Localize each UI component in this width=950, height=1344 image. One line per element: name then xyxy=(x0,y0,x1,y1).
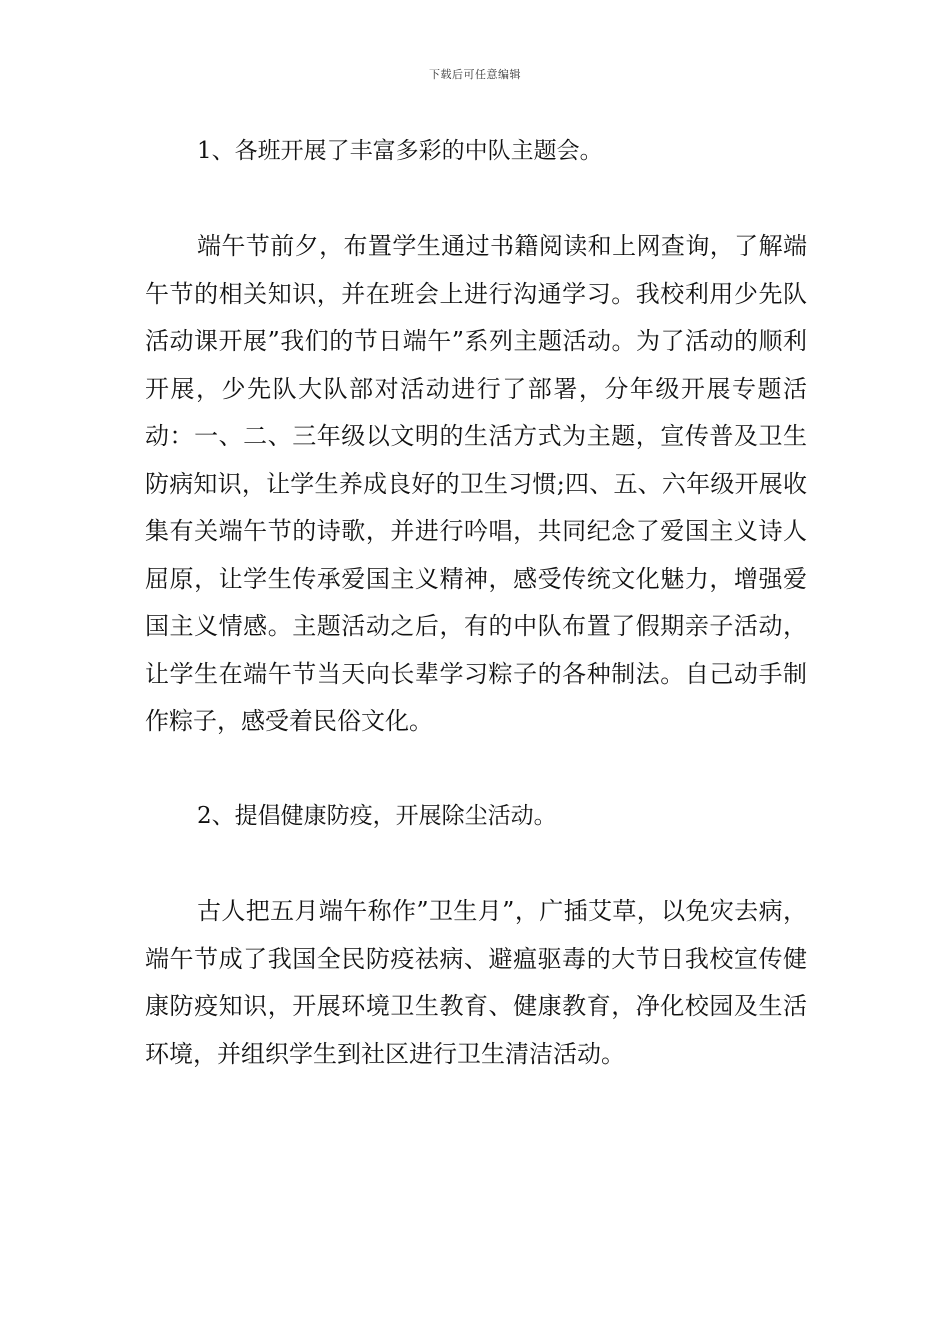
paragraph-spacer xyxy=(145,746,807,794)
paragraph-spacer xyxy=(145,841,807,889)
header-note: 下载后可任意编辑 xyxy=(429,68,521,81)
section-2-heading: 2、提倡健康防疫，开展除尘活动。 xyxy=(197,803,557,829)
section-2-paragraph: 古人把五月端午称作”卫生月”，广插艾草，以免灾去病，端午节成了我国全民防疫祛病、避瘟驱毒的大节日我校宣传健康防疫知识，开展环境卫生教育、健康教育，净化校园及生活环境，并组织学生到社区进行卫生清洁活动。 xyxy=(145,897,807,1068)
section-1-heading: 1、各班开展了丰富多彩的中队主题会。 xyxy=(197,138,603,164)
document-body xyxy=(145,128,807,1078)
section-1-paragraph: 端午节前夕，布置学生通过书籍阅读和上网查询，了解端午节的相关知识，并在班会上进行沟通学习。我校利用少先队活动课开展”我们的节日端午”系列主题活动。为了活动的顺利开展，少先队大队部对活动进行了部署，分年级开展专题活动：一、二、三年级以文明的生活方式为主题，宣传普及卫生防病知识，让学生养成良好的卫生习惯;四、五、六年级开展收集有关端午节的诗歌，并进行吟唱，共同纪念了爱国主义诗人屈原，让学生传承爱国主义精神，感受传统文化魅力，增强爱国主义情感。主题活动之后，有的中队布置了假期亲子活动，让学生在端午节当天向长辈学习粽子的各种制法。自己动手制作粽子，感受着民俗文化。 xyxy=(145,232,807,735)
paragraph-spacer xyxy=(145,176,807,224)
